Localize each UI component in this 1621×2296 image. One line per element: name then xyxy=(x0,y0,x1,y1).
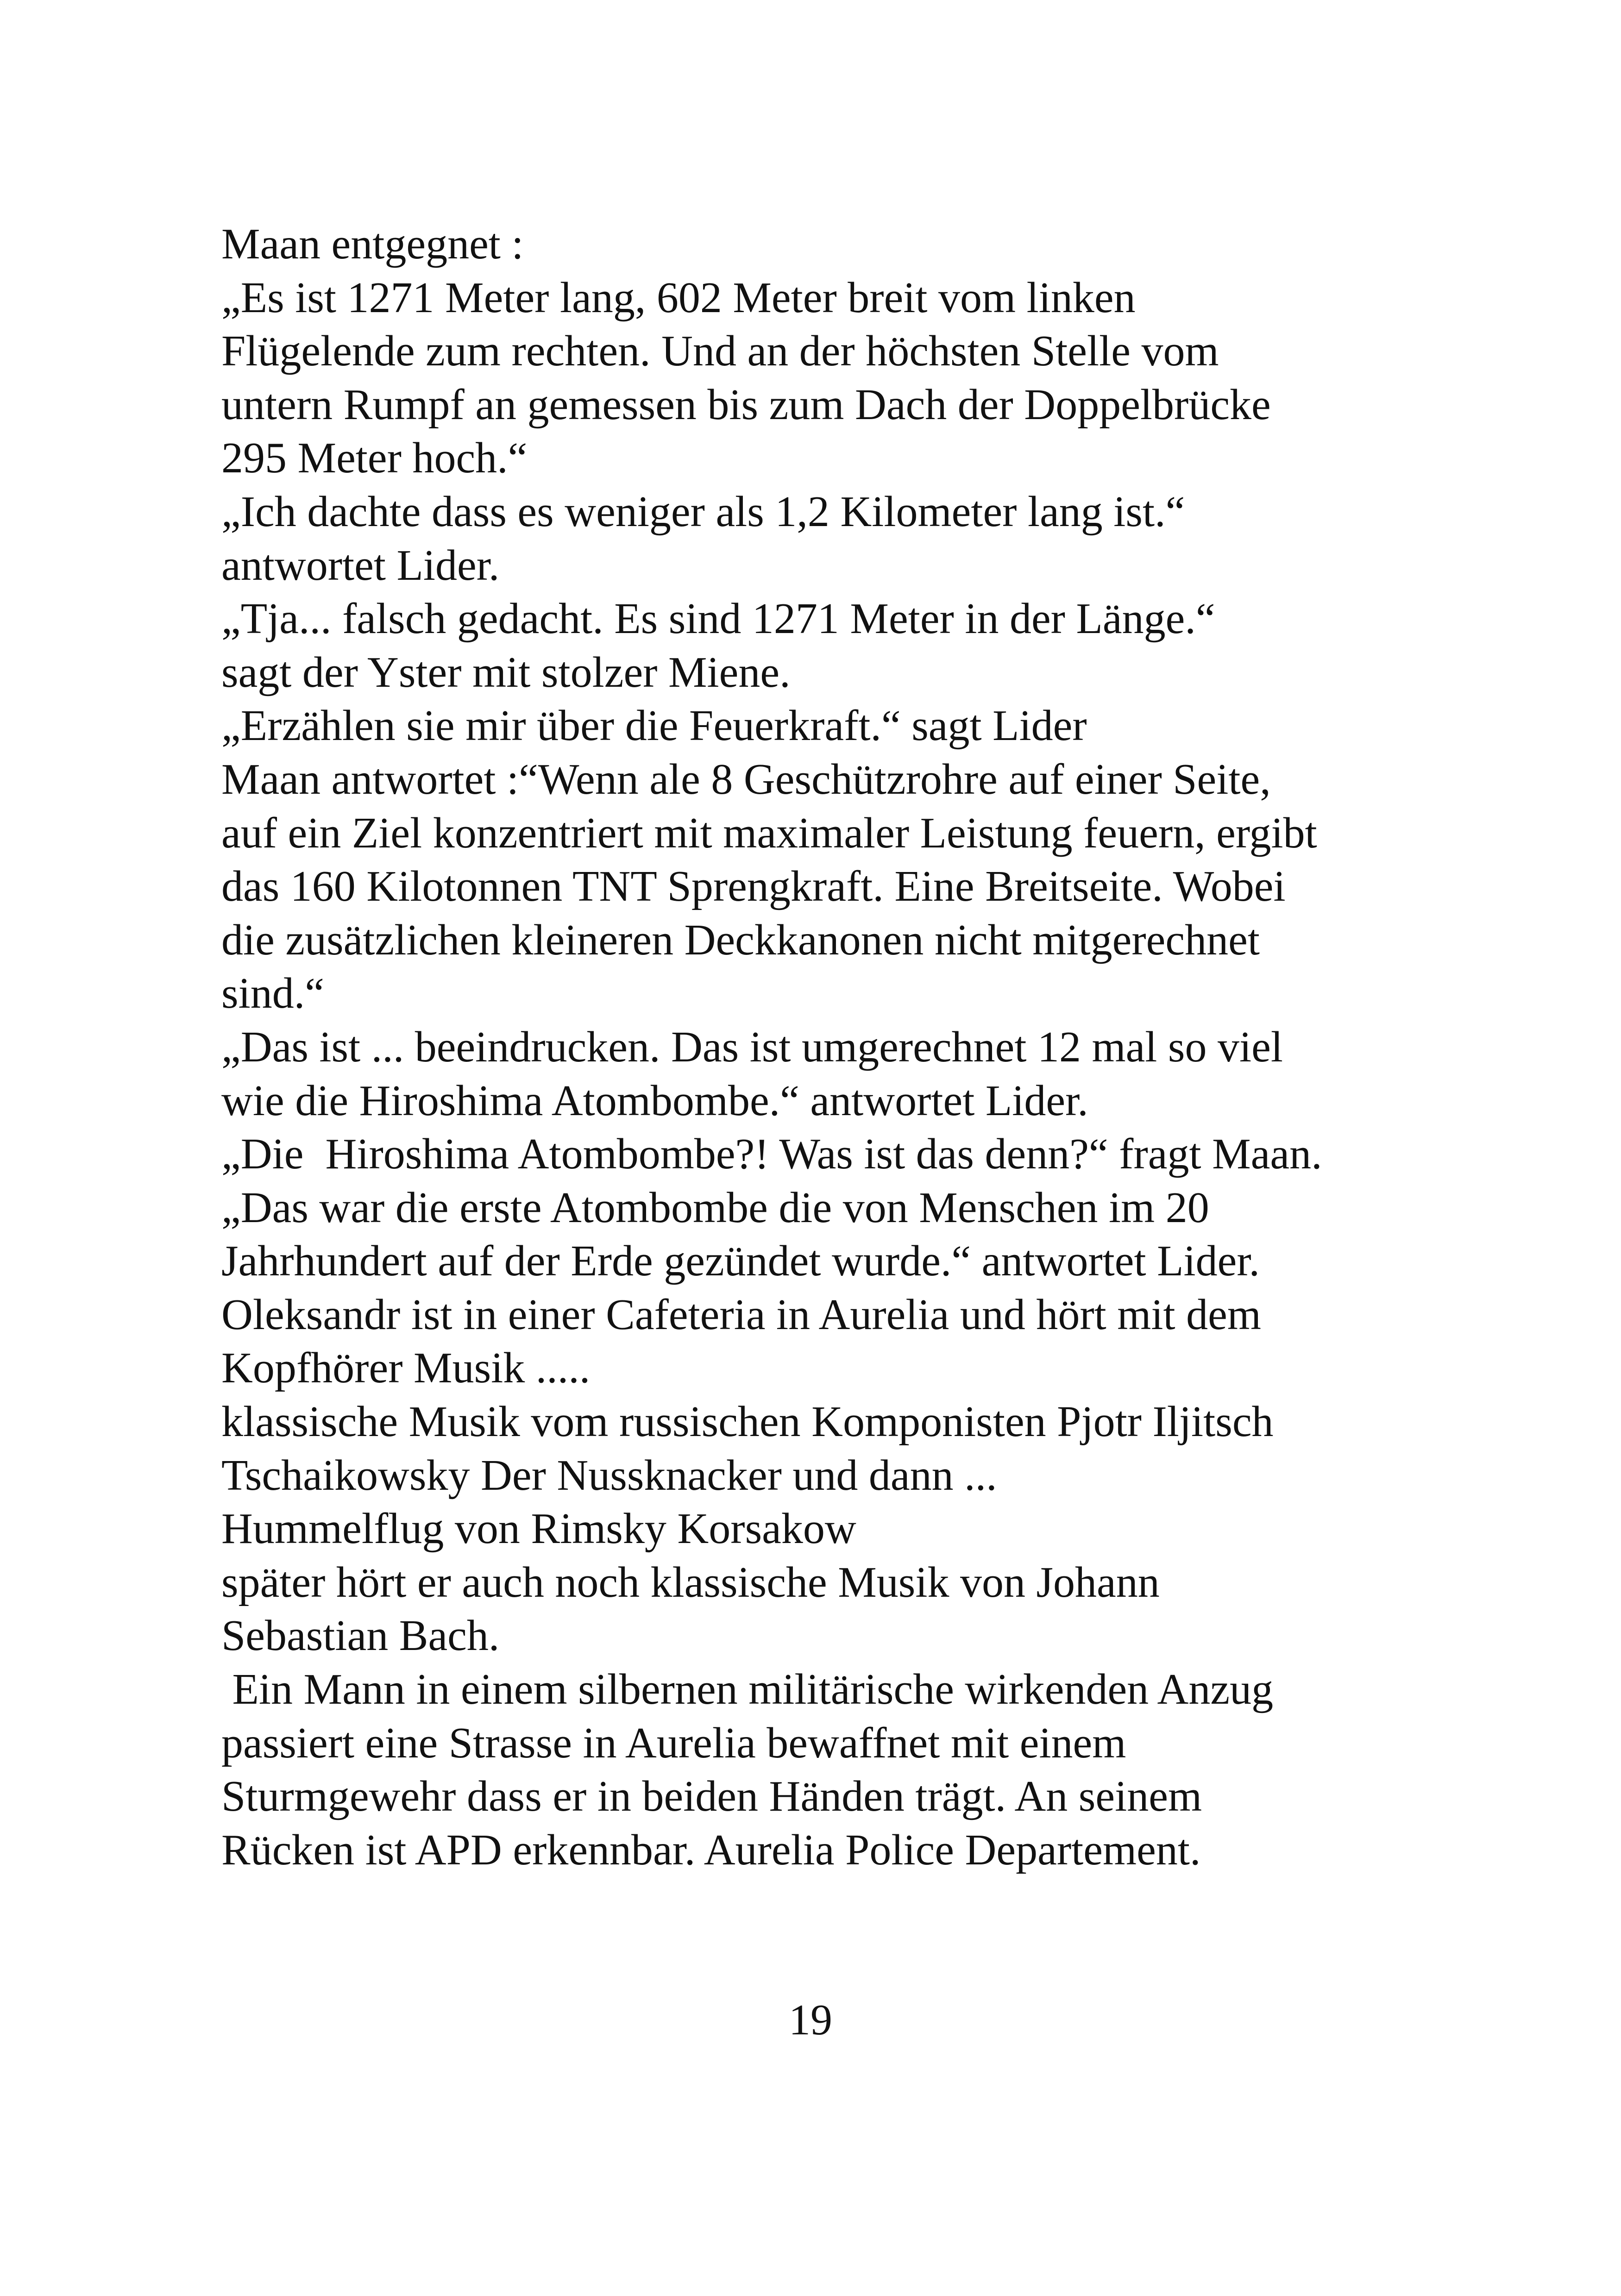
text-line: „Die Hiroshima Atombombe?! Was ist das denn?“ fragt Maan. xyxy=(221,1130,1322,1179)
text-line: Sebastian Bach. xyxy=(221,1612,500,1660)
text-line: „Das ist ... beeindrucken. Das ist umgerechnet 12 mal so viel xyxy=(221,1023,1283,1071)
body-text xyxy=(221,218,1518,1877)
text-line: Hummelflug von Rimsky Korsakow xyxy=(221,1505,856,1553)
text-line: das 160 Kilotonnen TNT Sprengkraft. Eine Breitseite. Wobei xyxy=(221,862,1286,911)
text-line: Sturmgewehr dass er in beiden Händen trägt. An seinem xyxy=(221,1772,1202,1821)
text-line: Oleksandr ist in einer Cafeteria in Aurelia und hört mit dem xyxy=(221,1290,1261,1339)
text-line: später hört er auch noch klassische Musik von Johann xyxy=(221,1558,1160,1606)
text-line: wie die Hiroshima Atombombe.“ antwortet Lider. xyxy=(221,1076,1088,1125)
text-line: Maan entgegnet : xyxy=(221,220,524,268)
text-line: Ein Mann in einem silbernen militärische wirkenden Anzug xyxy=(221,1665,1274,1714)
page-number: 19 xyxy=(789,1996,832,2044)
text-line: „Ich dachte dass es weniger als 1,2 Kilometer lang ist.“ xyxy=(221,487,1185,536)
text-line: auf ein Ziel konzentriert mit maximaler Leistung feuern, ergibt xyxy=(221,809,1317,857)
text-line: antwortet Lider. xyxy=(221,541,500,590)
text-line: Tschaikowsky Der Nussknacker und dann ... xyxy=(221,1451,997,1499)
text-line: „Tja... falsch gedacht. Es sind 1271 Meter in der Länge.“ xyxy=(221,595,1215,643)
text-line: 295 Meter hoch.“ xyxy=(221,434,528,483)
text-line: sagt der Yster mit stolzer Miene. xyxy=(221,648,791,696)
text-line: untern Rumpf an gemessen bis zum Dach der Doppelbrücke xyxy=(221,380,1271,429)
text-line: passiert eine Strasse in Aurelia bewaffnet mit einem xyxy=(221,1719,1126,1767)
text-line: klassische Musik vom russischen Komponisten Pjotr Iljitsch xyxy=(221,1398,1274,1446)
text-line: Jahrhundert auf der Erde gezündet wurde.“ antwortet Lider. xyxy=(221,1237,1260,1286)
text-line: Maan antwortet :“Wenn ale 8 Geschützrohre auf einer Seite, xyxy=(221,755,1271,803)
text-line: „Es ist 1271 Meter lang, 602 Meter breit vom linken xyxy=(221,273,1136,322)
text-line: Flügelende zum rechten. Und an der höchsten Stelle vom xyxy=(221,327,1219,376)
text-line: die zusätzlichen kleineren Deckkanonen nicht mitgerechnet xyxy=(221,916,1260,964)
text-line: „Das war die erste Atombombe die von Menschen im 20 xyxy=(221,1183,1209,1232)
text-line: sind.“ xyxy=(221,969,324,1018)
text-line: Rücken ist APD erkennbar. Aurelia Police Departement. xyxy=(221,1826,1201,1874)
text-line: Kopfhörer Musik ..... xyxy=(221,1344,591,1393)
text-line: „Erzählen sie mir über die Feuerkraft.“ sagt Lider xyxy=(221,702,1087,750)
